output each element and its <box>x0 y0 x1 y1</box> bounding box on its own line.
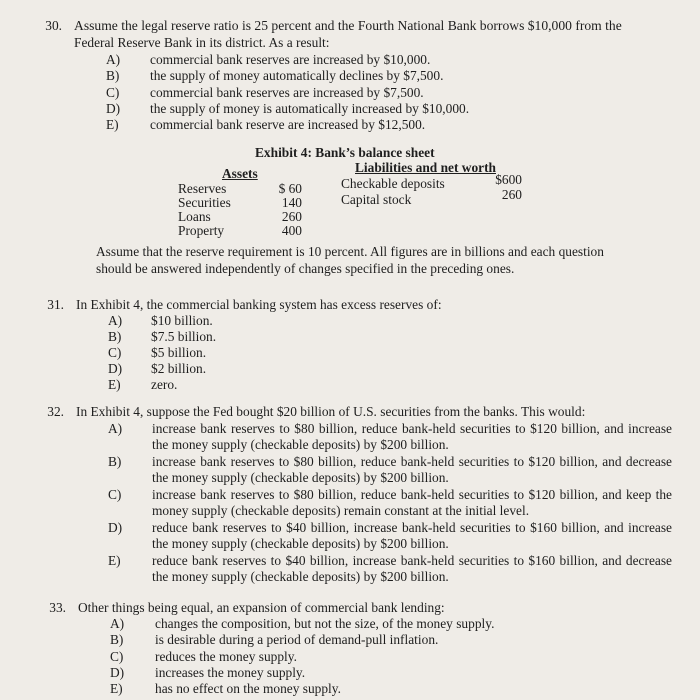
question-stem: Other things being equal, an expansion of commercial bank lending: <box>78 600 445 615</box>
option-letter: B) <box>106 68 120 83</box>
option-letter: A) <box>110 616 125 631</box>
option-letter: D) <box>110 665 125 680</box>
asset-value: 400 <box>281 223 302 238</box>
option-text: the supply of money is automatically increased by $10,000. <box>150 101 470 116</box>
option-text: commercial bank reserve are increased by $12,500. <box>150 117 426 132</box>
question-number: 33. <box>49 600 66 615</box>
option-text: reduce bank reserves to $40 billion, increase bank-held securities to $160 billion, and increase the money supply (checkable deposits) by $200 billion. <box>152 520 672 552</box>
option-letter: D) <box>108 520 123 535</box>
question-number: 30. <box>45 18 62 33</box>
asset-label: Property <box>178 223 225 238</box>
liability-label: Checkable deposits <box>341 176 445 191</box>
question-number: 32. <box>47 404 64 419</box>
option-text: is desirable during a period of demand-pull inflation. <box>155 632 439 647</box>
assets-header: Assets <box>222 166 258 181</box>
option-letter: E) <box>110 681 123 696</box>
option-text: the supply of money automatically declines by $7,500. <box>150 68 444 83</box>
exhibit-title: Exhibit 4: Bank’s balance sheet <box>255 145 435 160</box>
option-text: $5 billion. <box>151 345 207 360</box>
asset-label: Loans <box>178 209 211 224</box>
liability-label: Capital stock <box>341 192 412 207</box>
option-letter: C) <box>106 85 120 100</box>
option-text: increase bank reserves to $80 billion, reduce bank-held securities to $120 billion, and decrease the money supply (checkable deposits) by $200 billion. <box>152 454 672 486</box>
option-text: reduce bank reserves to $40 billion, increase bank-held securities to $160 billion, and decrease the money supply (checkable deposits) by $200 billion. <box>152 553 672 585</box>
option-letter: E) <box>106 117 119 132</box>
question-stem-line-1: Assume the legal reserve ratio is 25 percent and the Fourth National Bank borrows $10,000 from the <box>74 18 622 33</box>
option-letter: B) <box>108 454 122 469</box>
option-letter: E) <box>108 553 121 568</box>
asset-value: 260 <box>281 209 302 224</box>
option-letter: A) <box>108 421 123 436</box>
option-text: $7.5 billion. <box>151 329 217 344</box>
option-text: reduces the money supply. <box>155 649 297 664</box>
liabilities-header: Liabilities and net worth <box>355 160 496 175</box>
option-text: has no effect on the money supply. <box>155 681 341 696</box>
asset-label: Securities <box>178 195 231 210</box>
option-letter: D) <box>106 101 121 116</box>
question-stem-line-2: Federal Reserve Bank in its district. As a result: <box>74 35 330 50</box>
option-text: $10 billion. <box>151 313 213 328</box>
option-text: commercial bank reserves are increased by $10,000. <box>150 52 431 67</box>
question-stem: In Exhibit 4, suppose the Fed bought $20 billion of U.S. securities from the banks. This would: <box>76 404 586 419</box>
option-text: increase bank reserves to $80 billion, reduce bank-held securities to $120 billion, and keep the money supply (checkable deposits) remain constant at the initial level. <box>152 487 672 519</box>
exhibit-note-line-1: Assume that the reserve requirement is 10 percent. All figures are in billions and each question <box>96 244 604 259</box>
option-letter: A) <box>108 313 123 328</box>
option-text: changes the composition, but not the size, of the money supply. <box>155 616 495 631</box>
option-letter: C) <box>108 345 122 360</box>
option-letter: A) <box>106 52 121 67</box>
option-letter: B) <box>110 632 124 647</box>
option-letter: C) <box>108 487 122 502</box>
option-text: zero. <box>151 377 178 392</box>
asset-label: Reserves <box>178 181 227 196</box>
option-text: commercial bank reserves are increased by $7,500. <box>150 85 424 100</box>
option-letter: B) <box>108 329 122 344</box>
liability-value: 260 <box>501 187 522 202</box>
asset-value: $ 60 <box>278 181 302 196</box>
option-text: increase bank reserves to $80 billion, reduce bank-held securities to $120 billion, and increase the money supply (checkable deposits) by $200 billion. <box>152 421 672 453</box>
option-letter: E) <box>108 377 121 392</box>
exhibit-note-line-2: should be answered independently of changes specified in the preceding ones. <box>96 261 515 276</box>
option-text: increases the money supply. <box>155 665 306 680</box>
option-letter: C) <box>110 649 124 664</box>
option-text: $2 billion. <box>151 361 207 376</box>
question-stem: In Exhibit 4, the commercial banking system has excess reserves of: <box>76 297 442 312</box>
liability-value: $600 <box>495 172 522 187</box>
asset-value: 140 <box>281 195 302 210</box>
question-number: 31. <box>47 297 64 312</box>
option-letter: D) <box>108 361 123 376</box>
